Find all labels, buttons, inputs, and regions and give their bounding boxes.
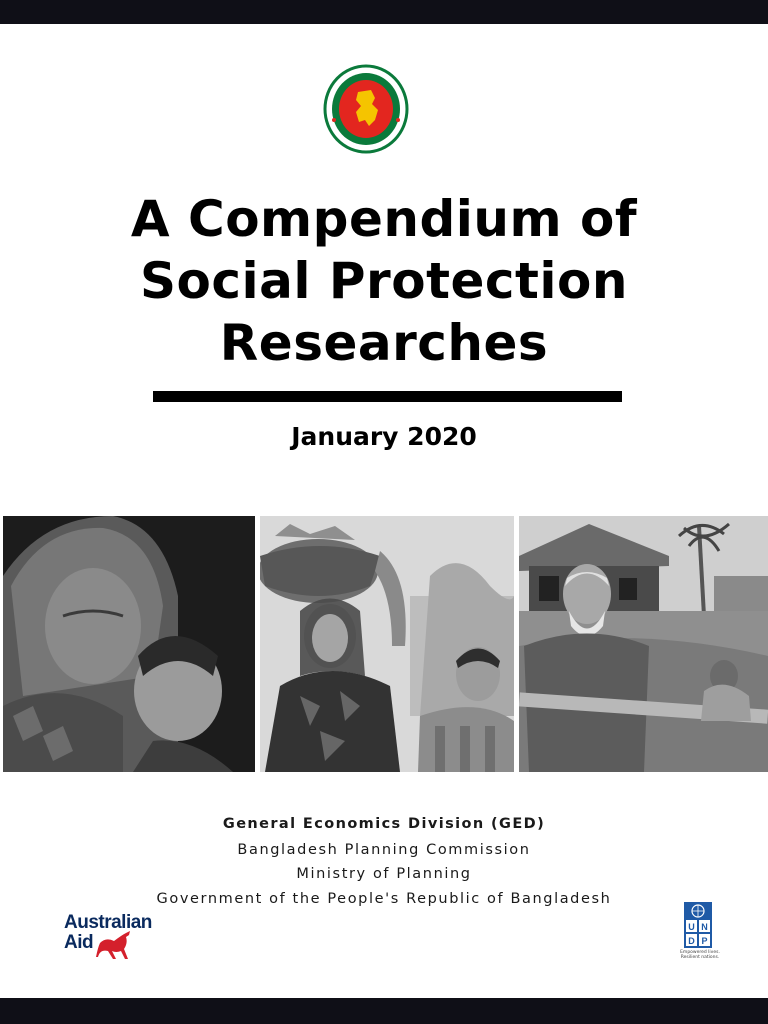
publisher-commission: Bangladesh Planning Commission (237, 842, 531, 858)
woman-with-basket-and-boy-photo (260, 516, 514, 772)
undp-letter-p: P (701, 936, 708, 946)
top-border-bar (0, 0, 768, 24)
undp-logo (678, 902, 722, 962)
publisher-ministry: Ministry of Planning (296, 866, 472, 882)
title-line-3: Researches (219, 314, 549, 372)
mother-and-child-photo (3, 516, 255, 772)
title-line-1: A Compendium of (130, 190, 638, 248)
kangaroo-icon (96, 929, 136, 963)
government-seal-logo (323, 64, 409, 154)
title-divider (153, 391, 622, 402)
publisher-government: Government of the People's Republic of Bangladesh (156, 891, 612, 907)
undp-letter-d: D (688, 936, 695, 946)
australian-aid-line-1: Australian (64, 912, 152, 933)
title-line-2: Social Protection (139, 252, 629, 310)
bottom-border-bar (0, 998, 768, 1024)
undp-letter-u: U (688, 922, 695, 932)
document-title (0, 188, 768, 374)
undp-tagline: Empowered lives. Resilient nations. (680, 950, 720, 960)
publisher-division: General Economics Division (GED) (222, 816, 546, 832)
elderly-man-village-photo (519, 516, 768, 772)
australian-aid-logo (64, 913, 174, 968)
publication-date: January 2020 (291, 422, 477, 451)
undp-letter-n: N (701, 922, 708, 932)
australian-aid-line-2: Aid (64, 932, 94, 953)
